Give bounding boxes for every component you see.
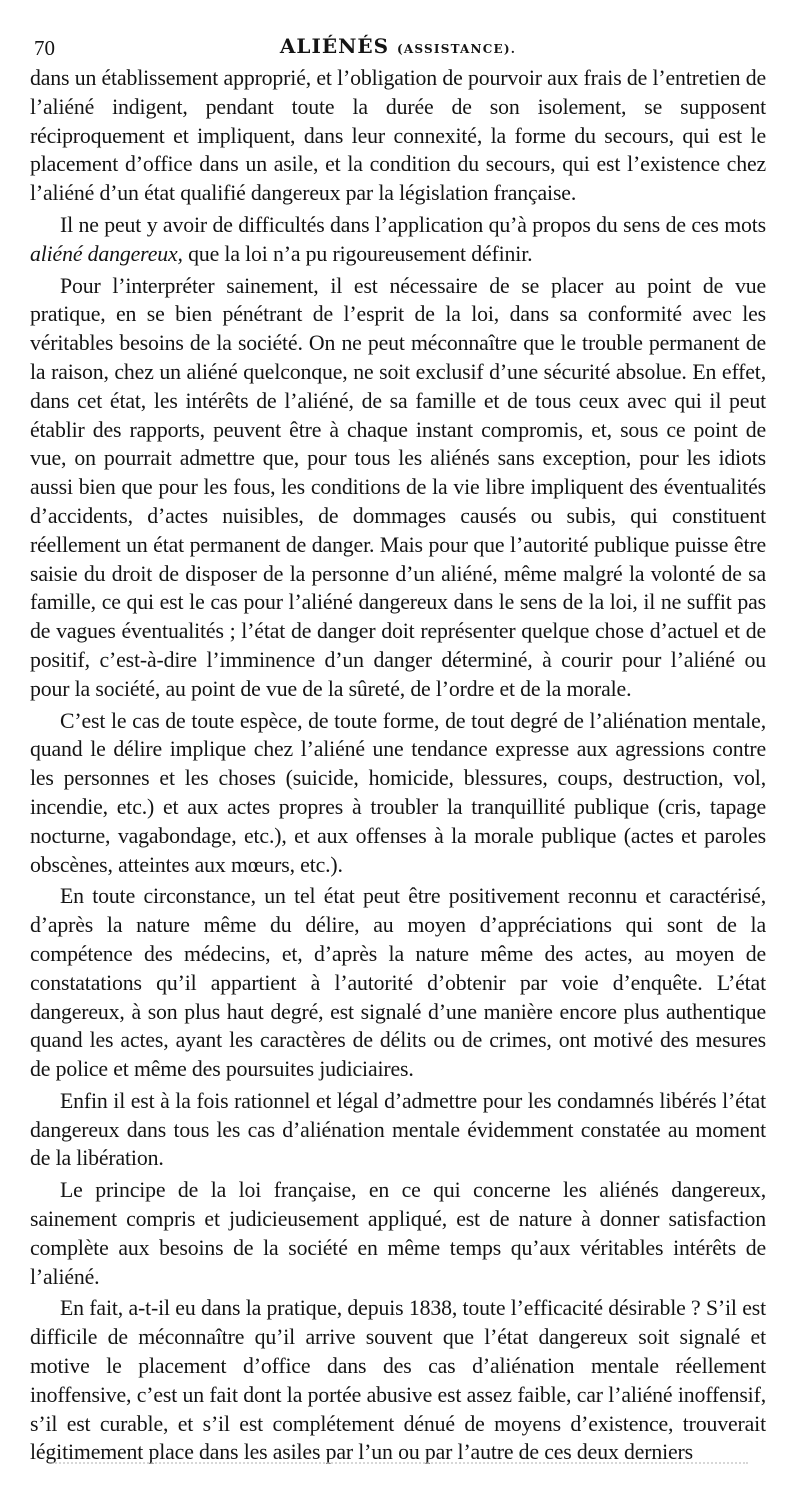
running-title-sub: (ASSISTANCE).	[397, 42, 517, 56]
paragraph-8: En fait, a-t-il eu dans la pratique, depuis 1838, toute l’efficacité désirable ? S’il est difficile de méconnaître qu’il arrive souvent que l’état dangereux soit signalé et motive le placement d’office dans des cas d’aliénation mentale réellement inoffensive, c’est un fait dont la portée abusive est assez faible, car l’aliéné inoffensif, s’il est curable, et s’il est complétement dénué de moyens d’existence, trouverait légitimement place dans les asiles par l’un ou par l’autre de ces deux derniers	[30, 1296, 766, 1465]
running-title	[30, 34, 766, 58]
paragraph-2	[30, 211, 766, 269]
paragraph-1: dans un établissement approprié, et l’obligation de pourvoir aux frais de l’entretien de l’aliéné indigent, pendant toute la durée de son isolement, se supposent réciproquement et impliquent, dans leur connexité, la forme du secours, qui est le placement d’office dans un asile, et la condition du secours, qui est l’existence chez l’aliéné d’un état qualifié dangereux par la législation française.	[30, 66, 766, 206]
paragraph-4: C’est le cas de toute espèce, de toute forme, de tout degré de l’aliénation mentale, quand le délire implique chez l’aliéné une tendance expresse aux agressions contre les personnes et les choses (suicide, homicide, blessures, coups, destruction, vol, incendie, etc.) et aux actes propres à troubler la tranquillité publique (cris, tapage nocturne, vagabondage, etc.), et aux offenses à la morale publique (actes et paroles obscènes, atteintes aux mœurs, etc.).	[30, 708, 766, 877]
paragraph-6: Enfin il est à la fois rationnel et légal d’admettre pour les condamnés libérés l’état dangereux dans tous les cas d’aliénation mentale évidemment constatée au moment de la libération.	[30, 1088, 766, 1171]
paragraph-7: Le principe de la loi française, en ce qui concerne les aliénés dangereux, sainement compris et judicieusement appliqué, est de nature à donner satisfaction complète aux besoins de la société en même temps qu’aux véritables intérêts de l’aliéné.	[30, 1178, 766, 1289]
paragraph-2-after: que la loi n’a pu rigoureusement définir.	[182, 241, 533, 266]
running-title-main: ALIÉNÉS	[279, 34, 390, 58]
paragraph-3: Pour l’interpréter sainement, il est nécessaire de se placer au point de vue pratique, en se bien pénétrant de l’esprit de la loi, dans sa conformité avec les véritables besoins de la société. On ne peut méconnaître que le trouble permanent de la raison, chez un aliéné quelconque, ne soit exclusif d’une sécurité absolue. En effet, dans cet état, les intérêts de l’aliéné, de sa famille et de tous ceux avec qui il peut établir des rapports, peuvent être à chaque instant compromis, et, sous ce point de vue, on pourrait admettre que, pour tous les aliénés sans exception, pour les idiots aussi bien que pour les fous, les conditions de la vie libre impliquent des éventualités d’accidents, d’actes nuisibles, de dommages causés ou subis, qui constituent réellement un état permanent de danger. Mais pour que l’autorité publique puisse être saisie du droit de disposer de la personne d’un aliéné, même malgré la volonté de sa famille, ce qui est le cas pour l’aliéné dangereux dans le sens de la loi, il ne suffit pas de vagues éventualités ; l’état de danger doit représenter quelque chose d’actuel et de positif, c’est-à-dire l’imminence d’un danger déterminé, à courir pour l’aliéné ou pour la société, au point de vue de la sûreté, de l’ordre et de la morale.	[30, 273, 766, 701]
body-text	[30, 64, 766, 1467]
paragraph-2-before: Il ne peut y avoir de difficultés dans l’application qu’à propos du sens de ces mots	[60, 212, 766, 237]
scan-noise-line	[52, 1462, 748, 1466]
paragraph-5: En toute circonstance, un tel état peut être positivement reconnu et caractérisé, d’après la nature même du délire, au moyen d’appréciations qui sont de la compétence des médecins, et, d’après la nature même des actes, au moyen de constatations qu’il appartient à l’autorité d’obtenir par voie d’enquête. L’état dangereux, à son plus haut degré, est signalé d’une manière encore plus authentique quand les actes, ayant les caractères de délits ou de crimes, ont motivé des mesures de police et même des poursuites judiciaires.	[30, 884, 766, 1082]
page-header	[30, 34, 766, 60]
page-number: 70	[34, 36, 55, 60]
paragraph-2-italic: aliéné dangereux,	[30, 241, 183, 266]
